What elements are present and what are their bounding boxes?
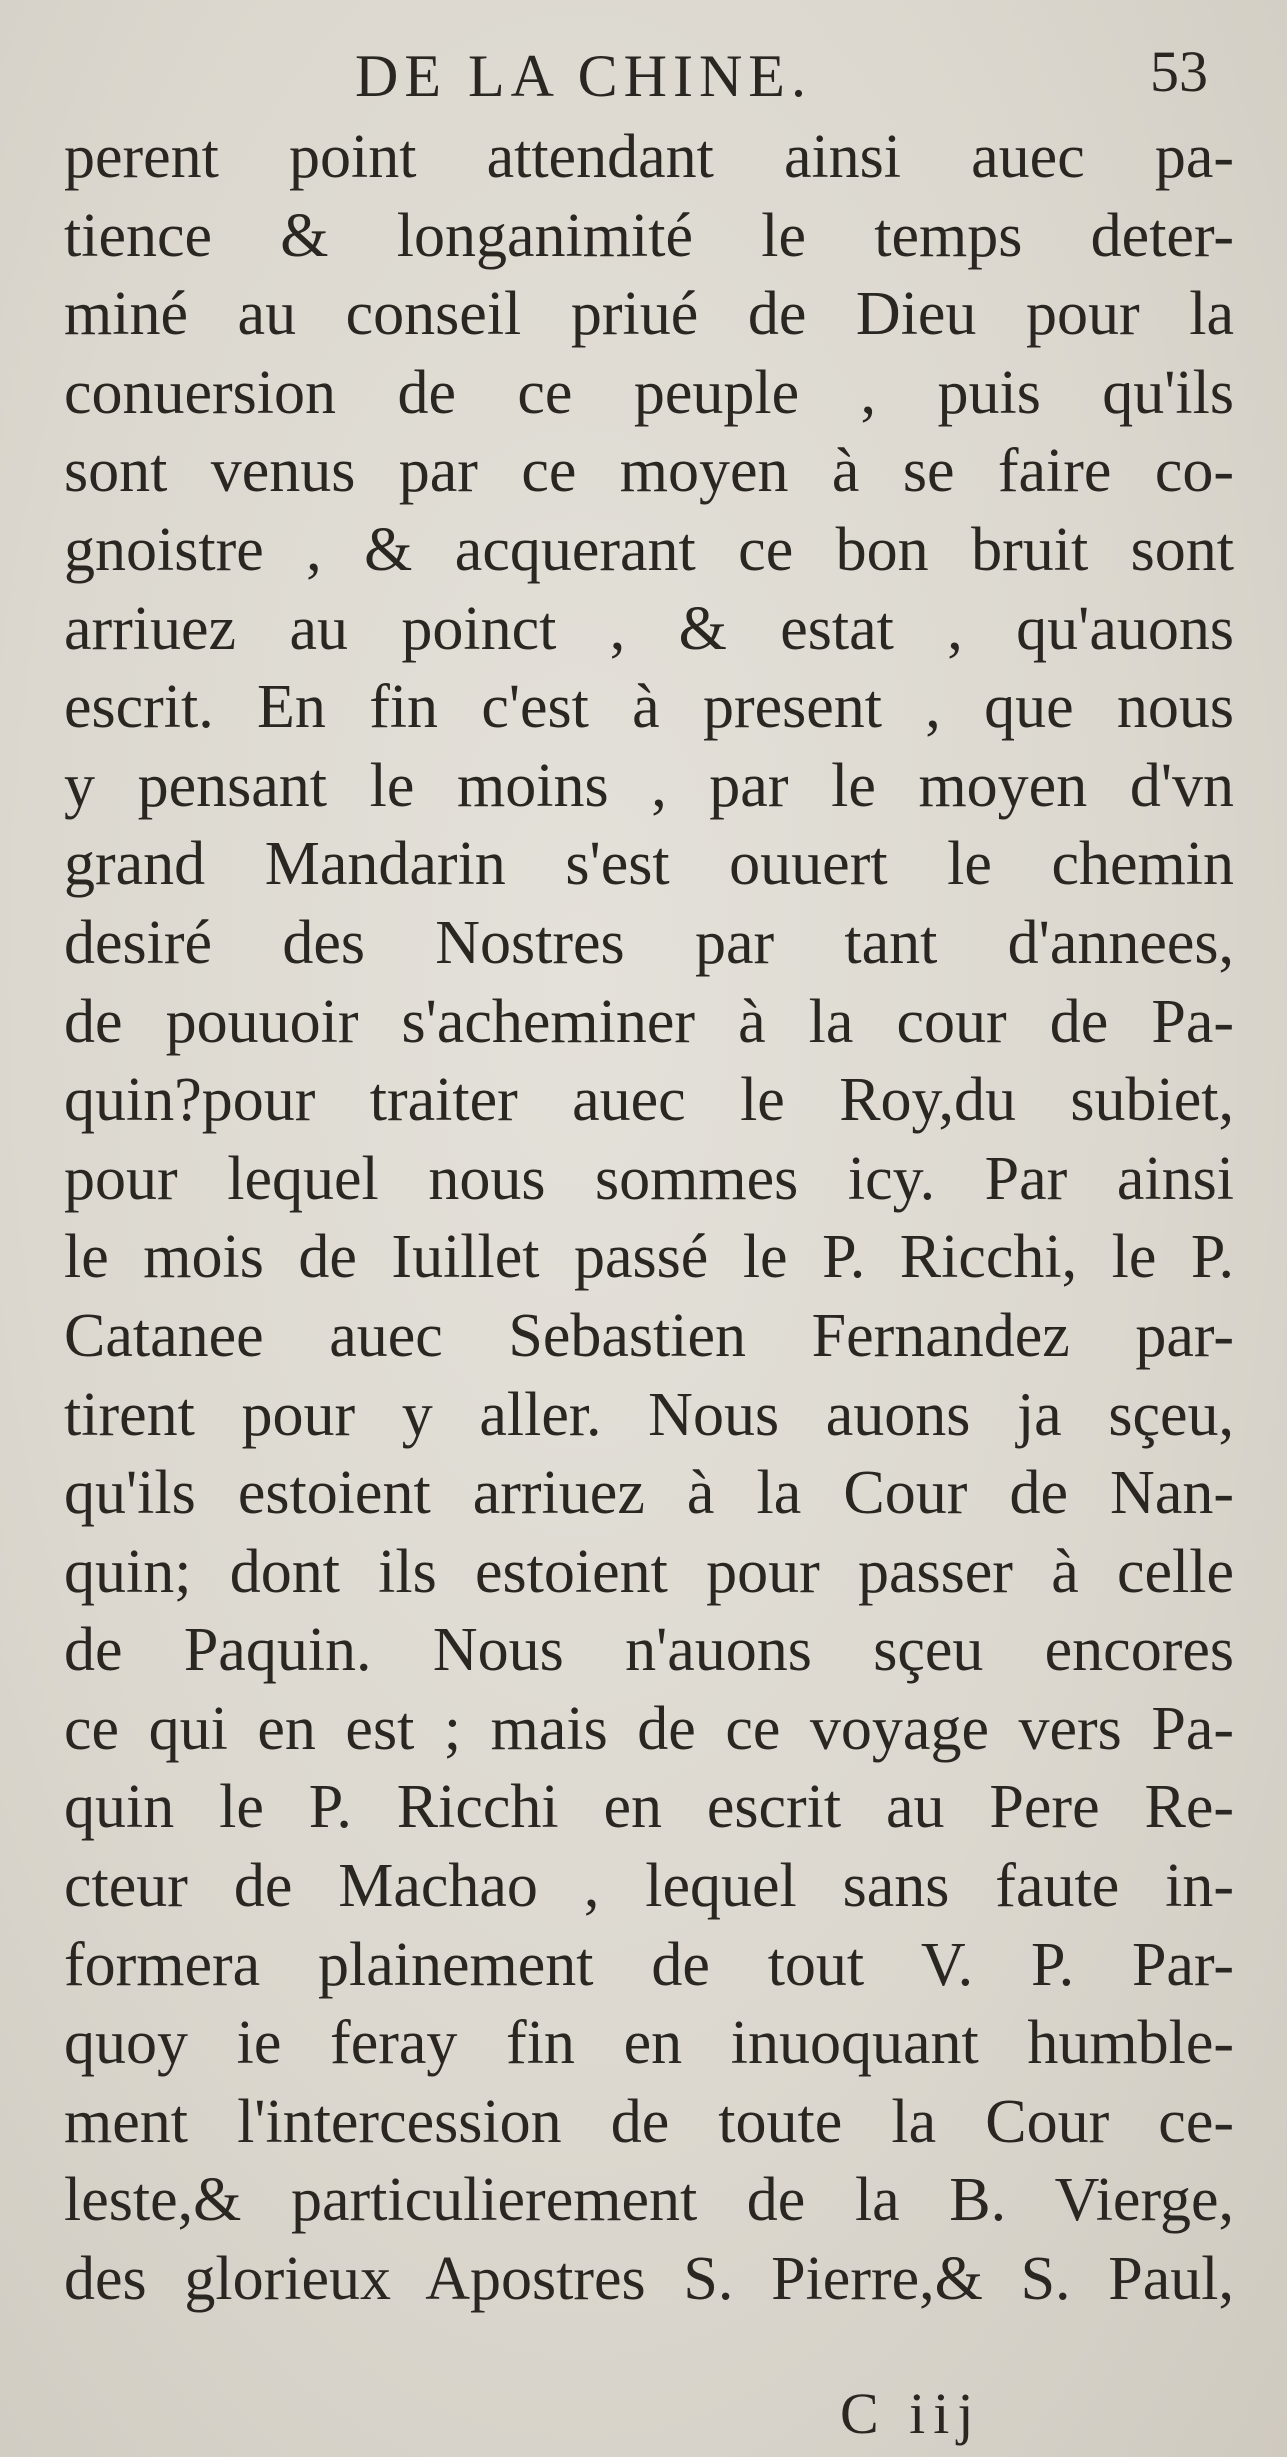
- text-line: de pouuoir s'acheminer à la cour de Pa-: [64, 987, 1234, 1056]
- text-line: quin le P. Ricchi en escrit au Pere Re-: [64, 1773, 1234, 1842]
- text-line: sont venus par ce moyen à se faire co-: [64, 437, 1234, 506]
- text-line: leste,& particulierement de la B. Vierge,: [64, 2166, 1234, 2235]
- signature-mark: C iij: [840, 2381, 982, 2446]
- text-line: cteur de Machao , lequel sans faute in-: [64, 1852, 1234, 1921]
- text-line: arriuez au poinct , & estat , qu'auons: [64, 594, 1234, 663]
- text-line: des glorieux Apostres S. Pierre,& S. Paul,: [64, 2245, 1234, 2314]
- text-line: gnoistre , & acquerant ce bon bruit sont: [64, 515, 1234, 584]
- page-number: 53: [1150, 39, 1208, 104]
- text-line: desiré des Nostres par tant d'annees,: [64, 908, 1234, 977]
- text-line: Catanee auec Sebastien Fernandez par-: [64, 1301, 1234, 1370]
- text-line: y pensant le moins , par le moyen d'vn: [64, 751, 1234, 820]
- text-line: perent point attendant ainsi auec pa-: [64, 123, 1234, 191]
- text-line: escrit. En fin c'est à present , que nous: [64, 673, 1234, 742]
- text-line: qu'ils estoient arriuez à la Cour de Nan-: [64, 1459, 1234, 1528]
- text-line: conuersion de ce peuple , puis qu'ils: [64, 358, 1234, 427]
- text-line: ment l'intercession de toute la Cour ce-: [64, 2087, 1234, 2156]
- text-line: ce qui en est ; mais de ce voyage vers Pa-: [64, 1694, 1234, 1763]
- text-line: quoy ie feray fin en inuoquant humble-: [64, 2009, 1234, 2078]
- body-text: [64, 118, 1234, 2319]
- text-line: le mois de Iuillet passé le P. Ricchi, le P.: [64, 1223, 1234, 1292]
- text-line: tirent pour y aller. Nous auons ja sçeu,: [64, 1380, 1234, 1449]
- text-line: formera plainement de tout V. P. Par-: [64, 1930, 1234, 1999]
- text-line: pour lequel nous sommes icy. Par ainsi: [64, 1144, 1234, 1213]
- page-header: [0, 28, 1287, 118]
- text-line: de Paquin. Nous n'auons sçeu encores: [64, 1616, 1234, 1685]
- text-line: quin; dont ils estoient pour passer à celle: [64, 1537, 1234, 1606]
- running-title: DE LA CHINE.: [355, 43, 812, 109]
- text-line: grand Mandarin s'est ouuert le chemin: [64, 830, 1234, 899]
- text-line: quin?pour traiter auec le Roy,du subiet,: [64, 1066, 1234, 1135]
- text-line: tience & longanimité le temps deter-: [64, 201, 1234, 270]
- text-line: miné au conseil priué de Dieu pour la: [64, 280, 1234, 349]
